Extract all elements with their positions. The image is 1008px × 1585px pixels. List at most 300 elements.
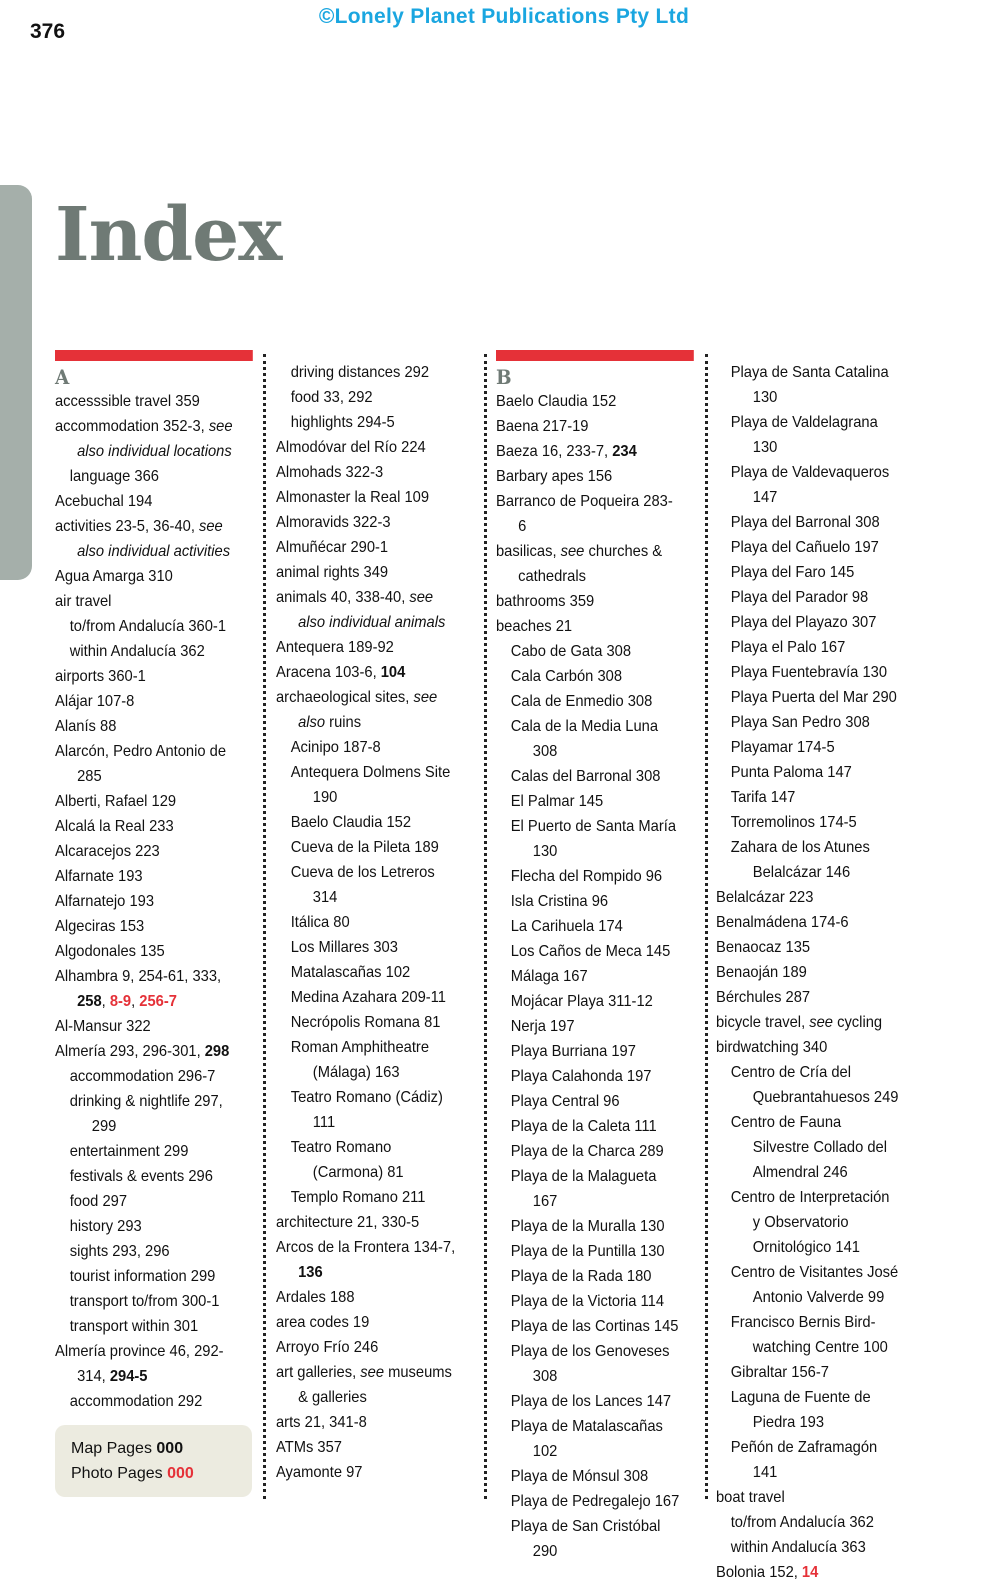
entry-text: sights 293, 296	[69, 1243, 170, 1260]
index-subentry	[496, 1289, 680, 1314]
entry-text: tourist information 299	[69, 1268, 216, 1285]
entry-text: Teatro Romano (Carmona) 81	[290, 1139, 404, 1181]
index-entry	[716, 910, 900, 935]
entry-text: ATMs 357	[276, 1439, 342, 1456]
index-subentry	[496, 1339, 680, 1389]
column-divider	[705, 354, 708, 1499]
entry-text: Almohads 322-3	[276, 464, 384, 481]
index-subentry	[716, 460, 900, 510]
index-subentry	[496, 1114, 680, 1139]
index-entry	[276, 1460, 460, 1485]
entry-text: driving distances 292	[290, 364, 430, 381]
entry-text: birdwatching 340	[716, 1039, 828, 1056]
index-subentry	[716, 735, 900, 760]
entry-text: Playa Central 96	[510, 1093, 620, 1110]
section-side-tab	[0, 185, 32, 580]
entry-text: Arroyo Frío 246	[276, 1339, 379, 1356]
entry-text: Playa de la Charca 289	[510, 1143, 664, 1160]
entry-text: art galleries,	[276, 1364, 361, 1381]
entry-text: language 366	[69, 468, 159, 485]
entry-text: Al-Mansur 322	[55, 1018, 151, 1035]
cross-reference: see also individual activities	[77, 518, 231, 560]
entry-text: Alhambra 9, 254-61, 333,	[55, 968, 222, 985]
index-subentry	[496, 1264, 680, 1289]
index-entry	[55, 739, 239, 789]
index-subentry	[716, 760, 900, 785]
legend-photo-value: 000	[167, 1465, 194, 1482]
entry-text: Antequera Dolmens Site 190	[290, 764, 451, 806]
index-entry	[55, 914, 239, 939]
entry-text: Isla Cristina 96	[510, 893, 609, 910]
entry-text: accommodation 352-3,	[55, 418, 209, 435]
entry-text: churches & cathedrals	[518, 543, 663, 585]
entry-text: Algeciras 153	[55, 918, 145, 935]
index-subentry	[716, 585, 900, 610]
index-entry	[55, 564, 239, 589]
entry-text: airports 360-1	[55, 668, 146, 685]
index-subentry	[716, 1260, 900, 1310]
entry-text: Playa de Pedregalejo 167	[510, 1493, 680, 1510]
entry-text: accommodation 296-7	[69, 1068, 216, 1085]
entry-text: Playa de Matalascañas 102	[510, 1418, 663, 1460]
index-subentry	[716, 410, 900, 460]
entry-text: to/from Andalucía 360-1	[69, 618, 227, 635]
index-subentry	[496, 1139, 680, 1164]
entry-text: Nerja 197	[510, 1018, 575, 1035]
index-entry	[276, 1360, 460, 1410]
entry-text: Los Caños de Meca 145	[510, 943, 671, 960]
index-entry	[55, 839, 239, 864]
index-subentry	[496, 1214, 680, 1239]
cross-reference: see	[809, 1014, 833, 1031]
entry-text: architecture 21, 330-5	[276, 1214, 420, 1231]
entry-text: Playamar 174-5	[730, 739, 835, 756]
index-subentry	[55, 1139, 239, 1164]
entry-text: Playa de la Muralla 130	[510, 1218, 665, 1235]
entry-text: Cala de Enmedio 308	[510, 693, 653, 710]
entry-text: Bérchules 287	[716, 989, 811, 1006]
index-entry	[716, 985, 900, 1010]
page-number: 376	[30, 20, 66, 43]
entry-text: Francisco Bernis Bird-watching Centre 100	[730, 1314, 888, 1356]
section-red-bar	[496, 350, 694, 361]
entry-text: Matalascañas 102	[290, 964, 411, 981]
index-entry	[716, 935, 900, 960]
index-subentry	[496, 789, 680, 814]
entry-text: ruins	[325, 714, 362, 731]
entry-text: Bolonia 152,	[716, 1564, 802, 1581]
index-subentry	[496, 714, 680, 764]
index-subentry	[276, 985, 460, 1010]
entry-text: Almonaster la Real 109	[276, 489, 430, 506]
entry-text: Los Millares 303	[290, 939, 398, 956]
entry-text: entertainment 299	[69, 1143, 189, 1160]
entry-text: Playa de la Caleta 111	[510, 1118, 657, 1135]
entry-text: ,	[131, 993, 140, 1010]
index-subentry	[496, 939, 680, 964]
entry-text: Acebuchal 194	[55, 493, 153, 510]
entry-text: Playa de la Victoria 114	[510, 1293, 665, 1310]
index-subentry	[55, 614, 239, 639]
index-entry	[276, 435, 460, 460]
entry-text: transport within 301	[69, 1318, 199, 1335]
entry-text: Playa de Valdevaqueros 147	[730, 464, 890, 506]
entry-text: Centro de Visitantes José Antonio Valverde 99	[730, 1264, 899, 1306]
index-entry	[276, 535, 460, 560]
index-entry	[55, 814, 239, 839]
column-divider	[484, 354, 487, 1499]
entry-text: Alcalá la Real 233	[55, 818, 174, 835]
index-subentry	[716, 635, 900, 660]
entry-text: Playa del Cañuelo 197	[730, 539, 879, 556]
index-subentry	[496, 664, 680, 689]
entry-text: Algodonales 135	[55, 943, 165, 960]
index-subentry	[496, 1414, 680, 1464]
section-letter: B	[496, 365, 512, 389]
section-red-bar	[55, 350, 253, 361]
index-entry	[276, 1335, 460, 1360]
index-entry	[276, 1210, 460, 1235]
entry-text: Alfarnatejo 193	[55, 893, 155, 910]
index-subentry	[716, 1060, 900, 1110]
index-entry	[496, 439, 680, 464]
entry-text: Centro de Interpretación y Observatorio Ornitológico 141	[730, 1189, 890, 1256]
index-subentry	[496, 1089, 680, 1114]
index-entry	[276, 1410, 460, 1435]
entry-text: Playa Calahonda 197	[510, 1068, 652, 1085]
index-subentry	[276, 810, 460, 835]
entry-text: Aracena 103-6,	[276, 664, 381, 681]
entry-text: Playa de Santa Catalina 130	[730, 364, 889, 406]
entry-text: Torremolinos 174-5	[730, 814, 857, 831]
entry-text: Benalmádena 174-6	[716, 914, 849, 931]
entry-text: food 33, 292	[290, 389, 373, 406]
entry-text: Ayamonte 97	[276, 1464, 363, 1481]
entry-text: Calas del Barronal 308	[510, 768, 661, 785]
index-subentry	[55, 1064, 239, 1089]
legend-photo-pages	[71, 1461, 252, 1486]
index-entry	[55, 489, 239, 514]
entry-text: Centro de Cría del Quebrantahuesos 249	[730, 1064, 899, 1106]
entry-text: basilicas,	[496, 543, 561, 560]
entry-text: Peñón de Zaframagón 141	[730, 1439, 878, 1481]
index-subentry	[496, 1314, 680, 1339]
entry-text: Medina Azahara 209-11	[290, 989, 446, 1006]
index-subentry	[496, 964, 680, 989]
index-subentry	[716, 660, 900, 685]
legend-photo-label: Photo Pages	[71, 1465, 163, 1482]
entry-text: Playa de Mónsul 308	[510, 1468, 649, 1485]
page-title: Index	[55, 192, 282, 278]
index-subentry	[496, 1489, 680, 1514]
index-subentry	[496, 1039, 680, 1064]
index-subentry	[55, 464, 239, 489]
entry-text: El Palmar 145	[510, 793, 604, 810]
index-entry	[276, 1235, 460, 1285]
index-entry	[55, 1039, 239, 1064]
cross-reference: see	[360, 1364, 384, 1381]
entry-text: Playa Puerta del Mar 290	[730, 689, 897, 706]
index-subentry	[496, 639, 680, 664]
entry-text: Playa San Pedro 308	[730, 714, 870, 731]
index-entry	[55, 514, 239, 564]
index-subentry	[276, 760, 460, 810]
index-subentry	[716, 1535, 900, 1560]
index-entry	[55, 1339, 239, 1389]
index-subentry	[55, 1389, 239, 1414]
entry-text: Cala de la Media Luna 308	[510, 718, 659, 760]
entry-text: bicycle travel,	[716, 1014, 810, 1031]
entry-text: archaeological sites,	[276, 689, 414, 706]
index-entry	[276, 660, 460, 685]
index-subentry	[276, 735, 460, 760]
index-entry	[55, 589, 239, 614]
index-entry	[716, 960, 900, 985]
entry-text: Almería province 46, 292-314,	[55, 1343, 224, 1385]
entry-text: Almoravids 322-3	[276, 514, 391, 531]
entry-text: Playa de Valdelagrana 130	[730, 414, 878, 456]
entry-text: highlights 294-5	[290, 414, 395, 431]
index-subentry	[496, 814, 680, 864]
entry-text: area codes 19	[276, 1314, 370, 1331]
map-page-ref: 104	[380, 664, 406, 681]
index-entry	[55, 889, 239, 914]
index-subentry	[716, 785, 900, 810]
index-entry	[496, 589, 680, 614]
entry-text: Benaoján 189	[716, 964, 807, 981]
entry-text: Itálica 80	[290, 914, 350, 931]
legend-map-pages	[71, 1436, 252, 1461]
entry-text: El Puerto de Santa María 130	[510, 818, 677, 860]
column-divider	[263, 354, 266, 1499]
entry-text: Ardales 188	[276, 1289, 355, 1306]
entry-text: Playa de la Puntilla 130	[510, 1243, 665, 1260]
index-entry	[55, 864, 239, 889]
section-letter: A	[55, 365, 70, 389]
index-subentry	[716, 1510, 900, 1535]
index-subentry	[716, 360, 900, 410]
index-column-1	[55, 350, 239, 1414]
entry-text: Playa Burriana 197	[510, 1043, 636, 1060]
index-entry	[55, 689, 239, 714]
entry-text: Barranco de Poqueira 283-6	[496, 493, 673, 535]
index-subentry	[496, 1064, 680, 1089]
map-page-ref: 294-5	[109, 1368, 148, 1385]
index-entry	[55, 664, 239, 689]
index-entry	[276, 685, 460, 735]
index-entry	[276, 1435, 460, 1460]
entry-text: Necrópolis Romana 81	[290, 1014, 441, 1031]
entry-text: Playa de los Lances 147	[510, 1393, 672, 1410]
entry-text: Barbary apes 156	[496, 468, 613, 485]
entry-text: Playa de San Cristóbal 290	[510, 1518, 661, 1560]
index-subentry	[716, 1435, 900, 1485]
index-subentry	[496, 989, 680, 1014]
index-column-2	[276, 360, 460, 1485]
index-subentry	[496, 889, 680, 914]
index-entry	[716, 1560, 900, 1585]
entry-text: Punta Paloma 147	[730, 764, 852, 781]
index-subentry	[716, 710, 900, 735]
index-subentry	[55, 639, 239, 664]
entry-text: Playa del Barronal 308	[730, 514, 880, 531]
index-subentry	[276, 410, 460, 435]
entry-text: Baeza 16, 233-7,	[496, 443, 613, 460]
index-entry	[496, 489, 680, 539]
index-entry	[496, 614, 680, 639]
entry-text: Almería 293, 296-301,	[55, 1043, 205, 1060]
entry-text: animals 40, 338-40,	[276, 589, 410, 606]
page-legend	[55, 1425, 252, 1497]
index-subentry	[716, 1360, 900, 1385]
entry-text: Playa Fuentebravía 130	[730, 664, 888, 681]
index-subentry	[55, 1264, 239, 1289]
index-entry	[716, 1035, 900, 1060]
index-subentry	[276, 1135, 460, 1185]
index-entry	[496, 464, 680, 489]
entry-text: Málaga 167	[510, 968, 588, 985]
entry-text: Baelo Claudia 152	[290, 814, 412, 831]
index-subentry	[496, 764, 680, 789]
entry-text: Almodóvar del Río 224	[276, 439, 426, 456]
cross-reference: see also individual animals	[298, 589, 446, 631]
entry-text: Baelo Claudia 152	[496, 393, 617, 410]
index-entry	[276, 585, 460, 635]
entry-text: cycling	[832, 1014, 883, 1031]
entry-text: Cabo de Gata 308	[510, 643, 632, 660]
index-entry	[276, 1310, 460, 1335]
entry-text: Alcaracejos 223	[55, 843, 160, 860]
photo-page-ref: 8-9	[109, 993, 132, 1010]
index-subentry	[496, 1164, 680, 1214]
index-subentry	[496, 1389, 680, 1414]
cross-reference: see also	[298, 689, 438, 731]
index-subentry	[55, 1314, 239, 1339]
entry-text: accesssible travel 359	[55, 393, 200, 410]
index-entry	[55, 964, 239, 1014]
index-entry	[276, 1285, 460, 1310]
index-subentry	[496, 914, 680, 939]
index-subentry	[496, 1514, 680, 1564]
entry-text: Almuñécar 290-1	[276, 539, 389, 556]
index-subentry	[55, 1164, 239, 1189]
photo-page-ref: 14	[801, 1564, 819, 1581]
entry-text: Zahara de los Atunes Belalcázar 146	[730, 839, 870, 881]
index-subentry	[716, 1110, 900, 1185]
entry-text: museums & galleries	[298, 1364, 452, 1406]
entry-text: Alberti, Rafael 129	[55, 793, 177, 810]
entry-text: La Carihuela 174	[510, 918, 623, 935]
index-entry	[276, 635, 460, 660]
index-entry	[276, 460, 460, 485]
entry-text: arts 21, 341-8	[276, 1414, 367, 1431]
index-subentry	[716, 1185, 900, 1260]
index-entry	[716, 1010, 900, 1035]
entry-text: Benaocaz 135	[716, 939, 811, 956]
cross-reference: see	[560, 543, 585, 560]
index-subentry	[276, 860, 460, 910]
entry-text: Baena 217-19	[496, 418, 589, 435]
entry-text: Tarifa 147	[730, 789, 796, 806]
index-subentry	[496, 1464, 680, 1489]
map-page-ref: 298	[204, 1043, 230, 1060]
entry-text: Playa de las Cortinas 145	[510, 1318, 679, 1335]
index-subentry	[276, 1035, 460, 1085]
entry-text: drinking & nightlife 297, 299	[69, 1093, 223, 1135]
index-entry	[716, 1485, 900, 1510]
entry-text: transport to/from 300-1	[69, 1293, 220, 1310]
index-subentry	[276, 360, 460, 385]
entry-text: Templo Romano 211	[290, 1189, 426, 1206]
entry-text: Roman Amphitheatre (Málaga) 163	[290, 1039, 430, 1081]
index-subentry	[276, 385, 460, 410]
index-subentry	[55, 1189, 239, 1214]
entry-text: Playa de la Malagueta 167	[510, 1168, 657, 1210]
entry-text: Cueva de la Pileta 189	[290, 839, 439, 856]
map-page-ref: 258	[77, 993, 102, 1010]
index-subentry	[496, 864, 680, 889]
index-subentry	[276, 960, 460, 985]
index-subentry	[276, 1085, 460, 1135]
index-entry	[55, 414, 239, 464]
entry-text: Playa el Palo 167	[730, 639, 846, 656]
entry-text: Belalcázar 223	[716, 889, 814, 906]
entry-text: festivals & events 296	[69, 1168, 213, 1185]
map-page-ref: 136	[298, 1264, 323, 1281]
index-subentry	[716, 1310, 900, 1360]
index-entry	[55, 1014, 239, 1039]
index-column-3	[496, 350, 680, 1564]
index-entry	[496, 389, 680, 414]
entry-text: ,	[101, 993, 110, 1010]
entry-text: Cala Carbón 308	[510, 668, 623, 685]
entry-text: Teatro Romano (Cádiz) 111	[290, 1089, 443, 1131]
index-subentry	[496, 1014, 680, 1039]
entry-text: boat travel	[716, 1489, 785, 1506]
index-entry	[55, 939, 239, 964]
entry-text: Arcos de la Frontera 134-7,	[276, 1239, 456, 1256]
entry-text: Gibraltar 156-7	[730, 1364, 829, 1381]
entry-text: within Andalucía 363	[730, 1539, 866, 1556]
entry-text: accommodation 292	[69, 1393, 203, 1410]
entry-text: Alájar 107-8	[55, 693, 135, 710]
index-subentry	[716, 1385, 900, 1435]
entry-text: Alarcón, Pedro Antonio de 285	[55, 743, 227, 785]
entry-text: Playa de los Genoveses 308	[510, 1343, 670, 1385]
entry-text: food 297	[69, 1193, 128, 1210]
entry-text: Alanís 88	[55, 718, 117, 735]
index-subentry	[716, 535, 900, 560]
index-subentry	[716, 835, 900, 885]
index-subentry	[276, 1185, 460, 1210]
entry-text: Agua Amarga 310	[55, 568, 173, 585]
legend-map-value: 000	[156, 1440, 184, 1457]
entry-text: Mojácar Playa 311-12	[510, 993, 653, 1010]
entry-text: within Andalucía 362	[69, 643, 205, 660]
index-entry	[496, 414, 680, 439]
index-subentry	[276, 1010, 460, 1035]
index-entry	[55, 389, 239, 414]
entry-text: Alfarnate 193	[55, 868, 143, 885]
entry-text: Playa del Playazo 307	[730, 614, 877, 631]
index-entry	[55, 714, 239, 739]
index-subentry	[55, 1239, 239, 1264]
index-subentry	[716, 560, 900, 585]
legend-map-label: Map Pages	[71, 1440, 152, 1457]
copyright-notice: ©Lonely Planet Publications Pty Ltd	[318, 5, 690, 28]
index-entry	[276, 485, 460, 510]
index-entry	[55, 789, 239, 814]
